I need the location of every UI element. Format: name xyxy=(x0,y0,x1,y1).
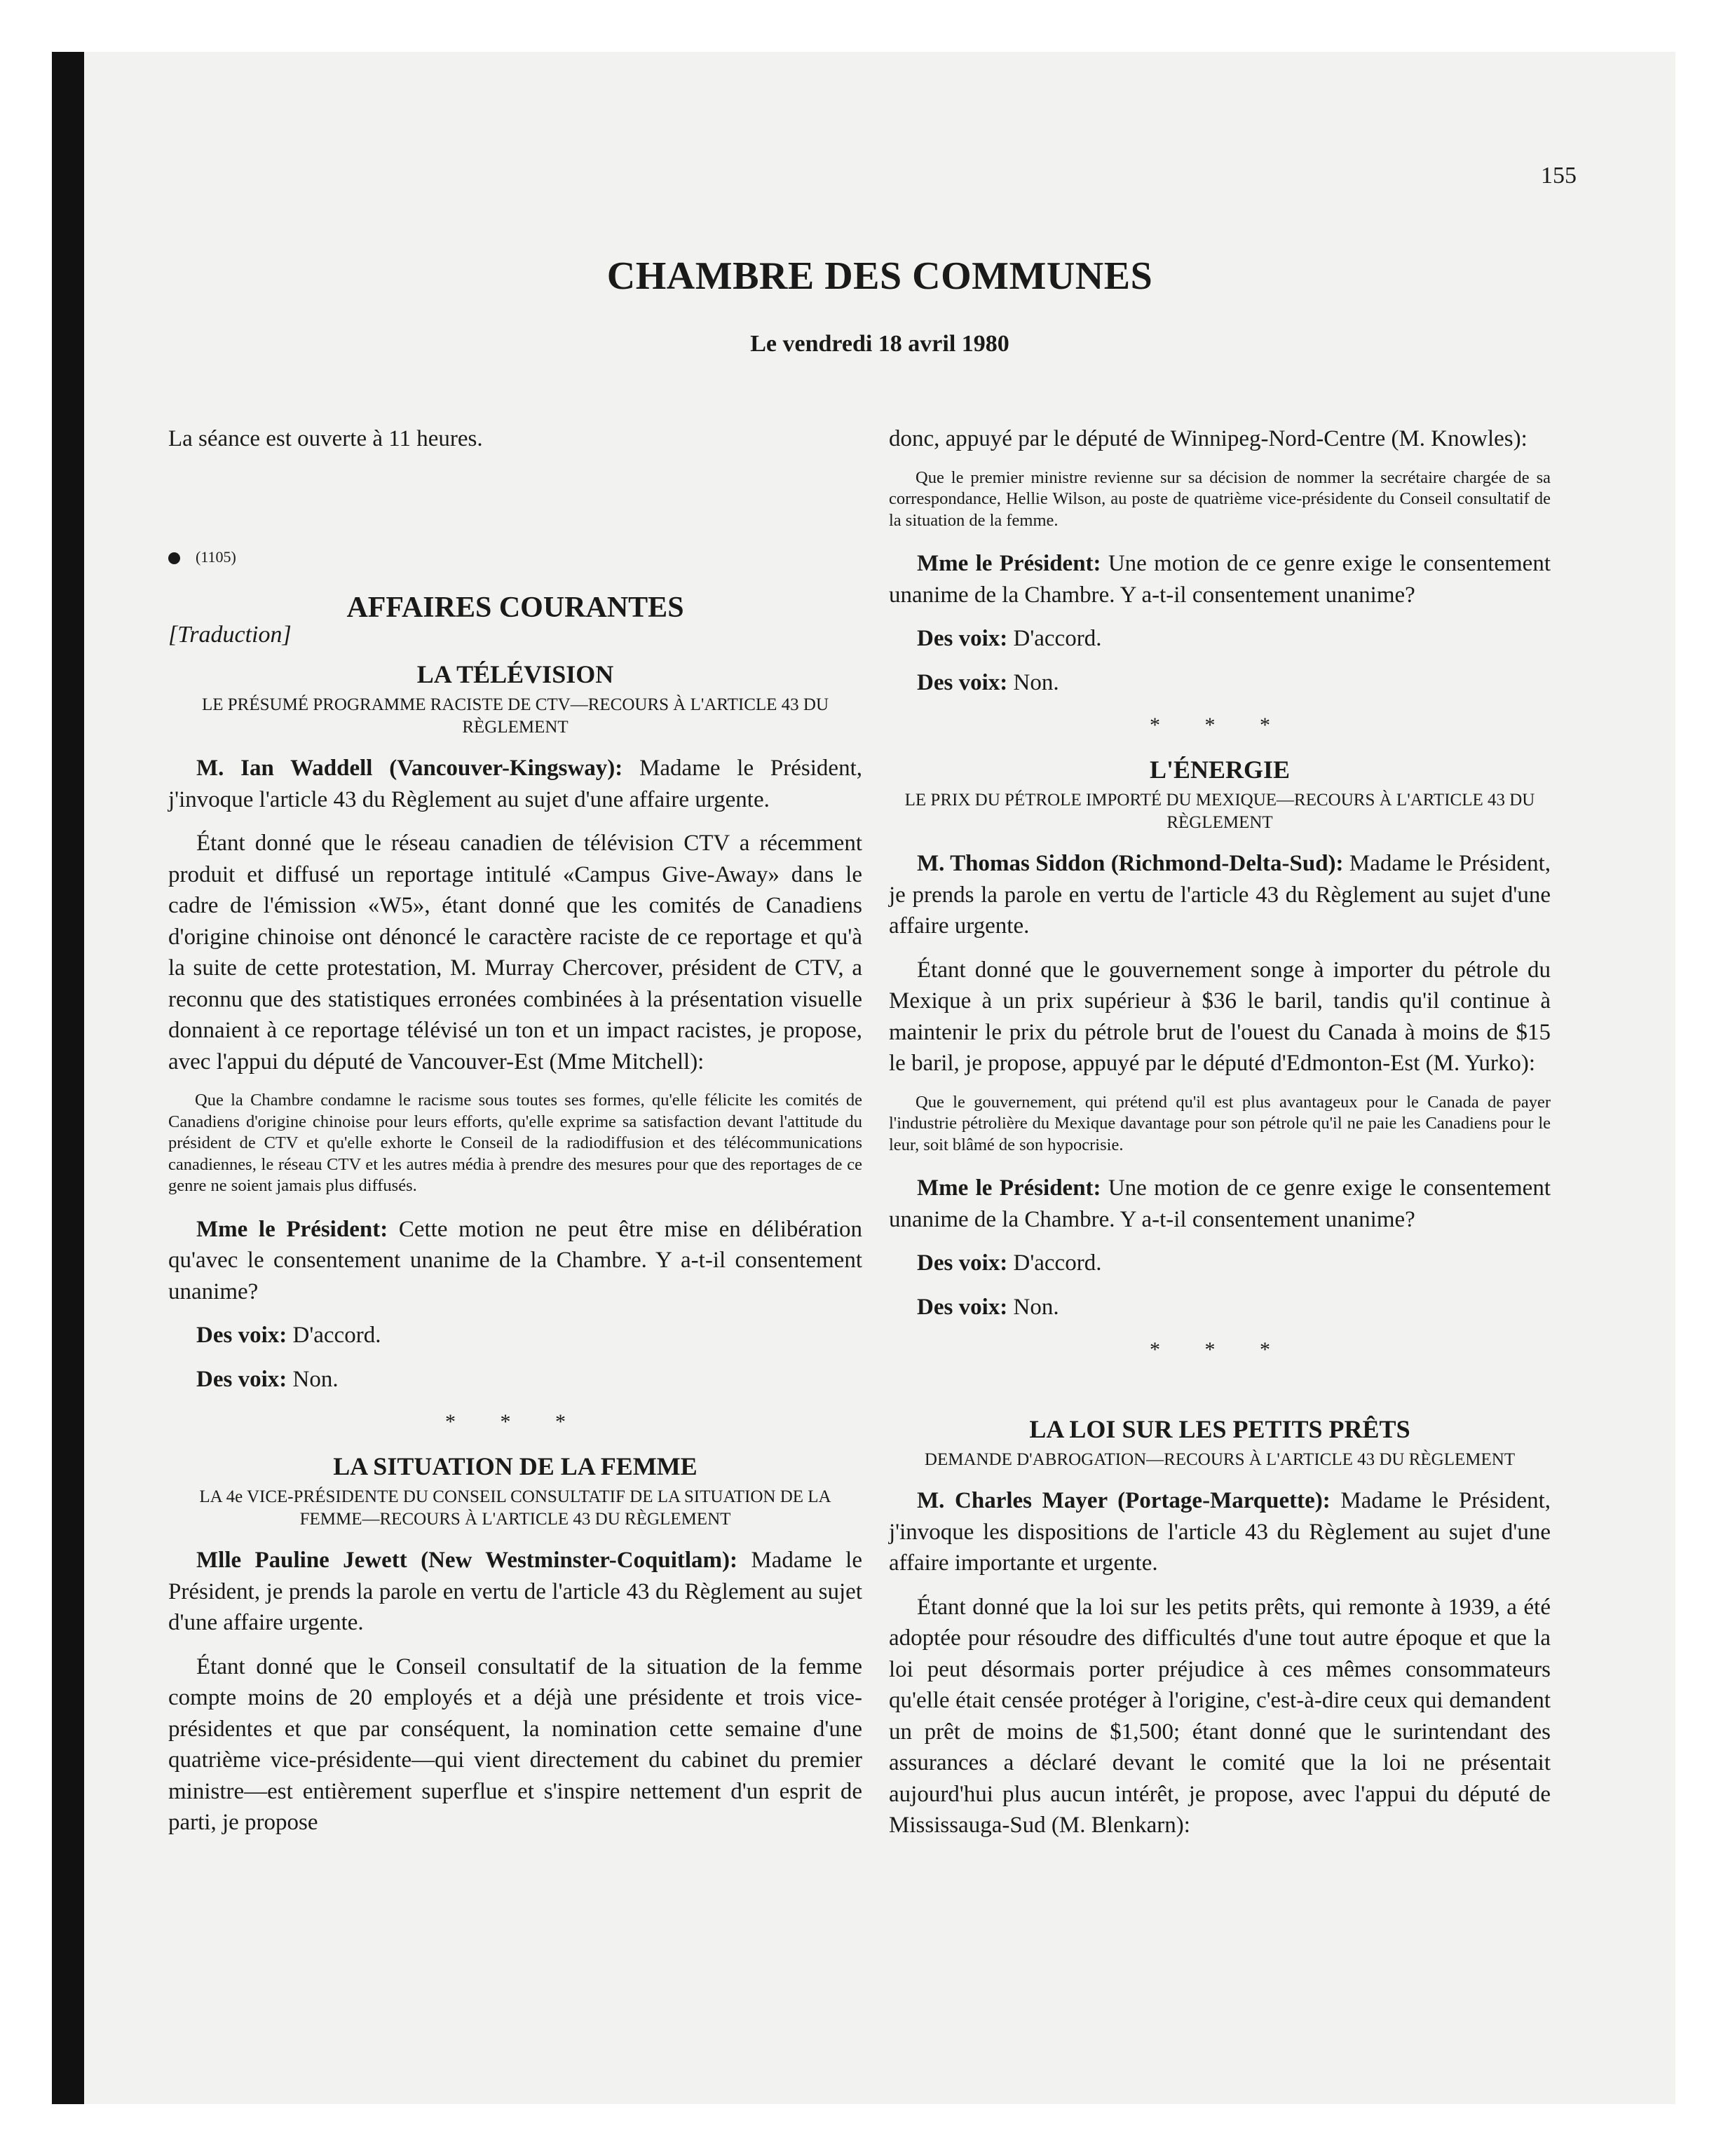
section-heading: AFFAIRES COURANTES xyxy=(346,592,684,624)
voices-agree xyxy=(889,623,1551,655)
speaker-name: Des voix: xyxy=(196,1366,287,1392)
motion-text-wilson: Que le premier ministre revienne sur sa décision de nommer la secrétaire chargée de sa correspondance, Hellie Wilson, au poste de quatrième vice-présidente du Conseil consultatif de la situation de la femme. xyxy=(889,468,1551,530)
chair-remark xyxy=(889,1173,1551,1235)
speech-text: Une motion de ce genre exige le consentement unanime de la Chambre. Y a-t-il consentement unanime? xyxy=(889,551,1551,608)
speaker-name: Des voix: xyxy=(917,1250,1008,1276)
chair-remark xyxy=(168,1214,862,1308)
speech-text: D'accord. xyxy=(287,1323,381,1348)
topic-heading-prets: LA LOI SUR LES PETITS PRÊTS xyxy=(1029,1415,1410,1443)
speech-waddell xyxy=(168,753,862,815)
speaker-name: Mme le Président: xyxy=(917,551,1101,576)
speech-text: Non. xyxy=(287,1366,339,1392)
paragraph-continued: donc, appuyé par le député de Winnipeg-Nord-Centre (M. Knowles): xyxy=(889,426,1528,451)
speech-text: Cette motion ne peut être mise en délibération qu'avec le consentement unanime de la Chambre. Y a-t-il consentement unanime? xyxy=(168,1216,862,1304)
speech-text: D'accord. xyxy=(1007,1250,1102,1276)
speech-text: Non. xyxy=(1007,1294,1059,1320)
chair-remark xyxy=(889,548,1551,610)
speaker-name: Des voix: xyxy=(917,669,1008,695)
bullet-icon xyxy=(168,552,180,564)
paragraph-petrole: Étant donné que le gouvernement songe à importer du pétrole du Mexique à un prix supérieur à $36 le baril, tandis qu'il continue à maintenir le prix du pétrole brut de l'ouest du Canada à moins de $15 le baril, je propose, appuyé par le député d'Edmonton-Est (M. Yurko): xyxy=(889,957,1551,1076)
topic-heading-energie: L'ÉNERGIE xyxy=(1149,756,1291,784)
topic-heading-femme: LA SITUATION DE LA FEMME xyxy=(333,1452,698,1480)
speech-text: D'accord. xyxy=(1007,626,1102,651)
motion-text-ctv: Que la Chambre condamne le racisme sous toutes ses formes, qu'elle félicite les comités de Canadiens d'origine chinoise pour leurs efforts, qu'elle exprime sa satisfaction devant l'attitude du président de CTV et qu'elle exhorte le Conseil de la radiodiffusion et des télécommunications canadiennes, le réseau CTV et les autres média à prendre des mesures pour que des reportages de ce genre ne soient jamais plus diffusés. xyxy=(168,1091,862,1195)
left-column xyxy=(168,423,862,1851)
speech-text: Madame le Président, je prends la parole en vertu de l'article 43 du Règlement au sujet d'une affaire urgente. xyxy=(889,851,1551,939)
right-column xyxy=(889,423,1551,1854)
speaker-name: Des voix: xyxy=(917,1294,1008,1320)
voices-no xyxy=(889,1292,1551,1323)
speech-siddon xyxy=(889,848,1551,942)
speech-text: Madame le Président, j'invoque l'article 43 du Règlement au sujet d'une affaire urgente. xyxy=(168,756,862,812)
speaker-name: Mme le Président: xyxy=(917,1175,1101,1201)
paragraph-prets: Étant donné que la loi sur les petits prêts, qui remonte à 1939, a été adoptée pour résoudre des difficultés d'une tout autre époque et que la loi peut désormais porter préjudice à ces mêmes consommateurs qu'elle était censée protéger à l'origine, c'est-à-dire ceux qui demandent un prêt de moins de $1,500; étant donné que le surintendant des assurances a déclaré devant le comité que la loi ne présentait aujourd'hui plus aucun intérêt, je propose, avec l'appui du député de Mississauga-Sud (M. Blenkarn): xyxy=(889,1594,1551,1838)
sitting-date: Le vendredi 18 avril 1980 xyxy=(750,331,1009,357)
topic-subheading-energie: LE PRIX DU PÉTROLE IMPORTÉ DU MEXIQUE—RECOURS À L'ARTICLE 43 DU RÈGLEMENT xyxy=(904,791,1535,832)
motion-text-hypocrisie: Que le gouvernement, qui prétend qu'il est plus avantageux pour le Canada de payer l'industrie pétrolière du Mexique davantage pour son pétrole qu'il ne paie les Canadiens pour le leur, soit blâmé de son hypocrisie. xyxy=(889,1092,1551,1154)
speaker-name: Des voix: xyxy=(196,1323,287,1348)
voices-no xyxy=(889,667,1551,699)
voices-no xyxy=(168,1364,862,1396)
speaker-name: Des voix: xyxy=(917,626,1008,651)
page-number: 155 xyxy=(1541,163,1577,189)
page-title: CHAMBRE DES COMMUNES xyxy=(606,254,1153,298)
section-separator: * * * xyxy=(445,1410,585,1433)
opening-line: La séance est ouverte à 11 heures. xyxy=(168,426,483,451)
topic-subheading-prets: DEMANDE D'ABROGATION—RECOURS À L'ARTICLE 43 DU RÈGLEMENT xyxy=(924,1450,1516,1469)
section-separator: * * * xyxy=(1150,714,1290,737)
topic-subheading-femme: LA 4e VICE-PRÉSIDENTE DU CONSEIL CONSULTATIF DE LA SITUATION DE LA FEMME—RECOURS À L'ARTICLE 43 DU RÈGLEMENT xyxy=(199,1487,831,1529)
paragraph-conseil: Étant donné que le Conseil consultatif de la situation de la femme compte moins de 20 employés et a déjà une présidente et trois vice-présidentes et que par conséquent, la nomination cette semaine d'une quatrième vice-présidente—qui vient directement du cabinet du premier ministre—est entièrement superflue et s'inspire nettement d'un esprit de parti, je propose xyxy=(168,1653,862,1835)
spacer xyxy=(889,1379,1551,1404)
topic-subheading-television: LE PRÉSUMÉ PROGRAMME RACISTE DE CTV—RECOURS À L'ARTICLE 43 DU RÈGLEMENT xyxy=(201,695,829,737)
paragraph-ctv: Étant donné que le réseau canadien de télévision CTV a récemment produit et diffusé un reportage intitulé «Campus Give-Away» dans le cadre de l'émission «W5», étant donné que les comités de Canadiens d'origine chinoise ont dénoncé le caractère raciste de ce reportage et qu'à la suite de cette protestation, M. Murray Chercover, président de CTV, a reconnu que des statistiques erronées combinées à la présentation visuelle donnaient à ce reportage télévisé un ton et un impact racistes, je propose, avec l'appui du député de Vancouver-Est (Mme Mitchell): xyxy=(168,831,862,1074)
speech-mayer xyxy=(889,1485,1551,1579)
speaker-name: Mme le Président: xyxy=(196,1216,388,1242)
speaker-name: Mlle Pauline Jewett (New Westminster-Coquitlam): xyxy=(196,1548,738,1573)
voices-agree xyxy=(889,1248,1551,1279)
time-marker-label: (1105) xyxy=(196,548,236,566)
speech-jewett xyxy=(168,1545,862,1639)
speech-text: Une motion de ce genre exige le consentement unanime de la Chambre. Y a-t-il consentement unanime? xyxy=(889,1175,1551,1232)
speech-text: Madame le Président, j'invoque les dispositions de l'article 43 du Règlement au sujet d'une affaire importante et urgente. xyxy=(889,1488,1551,1576)
speech-text: Madame le Président, je prends la parole en vertu de l'article 43 du Règlement au sujet d'une affaire urgente. xyxy=(168,1548,862,1635)
scan-binding-edge xyxy=(52,52,84,2104)
time-marker xyxy=(168,548,862,571)
voices-agree xyxy=(168,1320,862,1351)
speaker-name: M. Charles Mayer (Portage-Marquette): xyxy=(917,1488,1331,1513)
speaker-name: M. Thomas Siddon (Richmond-Delta-Sud): xyxy=(917,851,1344,876)
section-separator: * * * xyxy=(1150,1338,1290,1361)
topic-heading-television: LA TÉLÉVISION xyxy=(416,660,614,688)
translation-note: [Traduction] xyxy=(168,622,292,648)
speaker-name: M. Ian Waddell (Vancouver-Kingsway): xyxy=(196,756,623,781)
speech-text: Non. xyxy=(1007,669,1059,695)
